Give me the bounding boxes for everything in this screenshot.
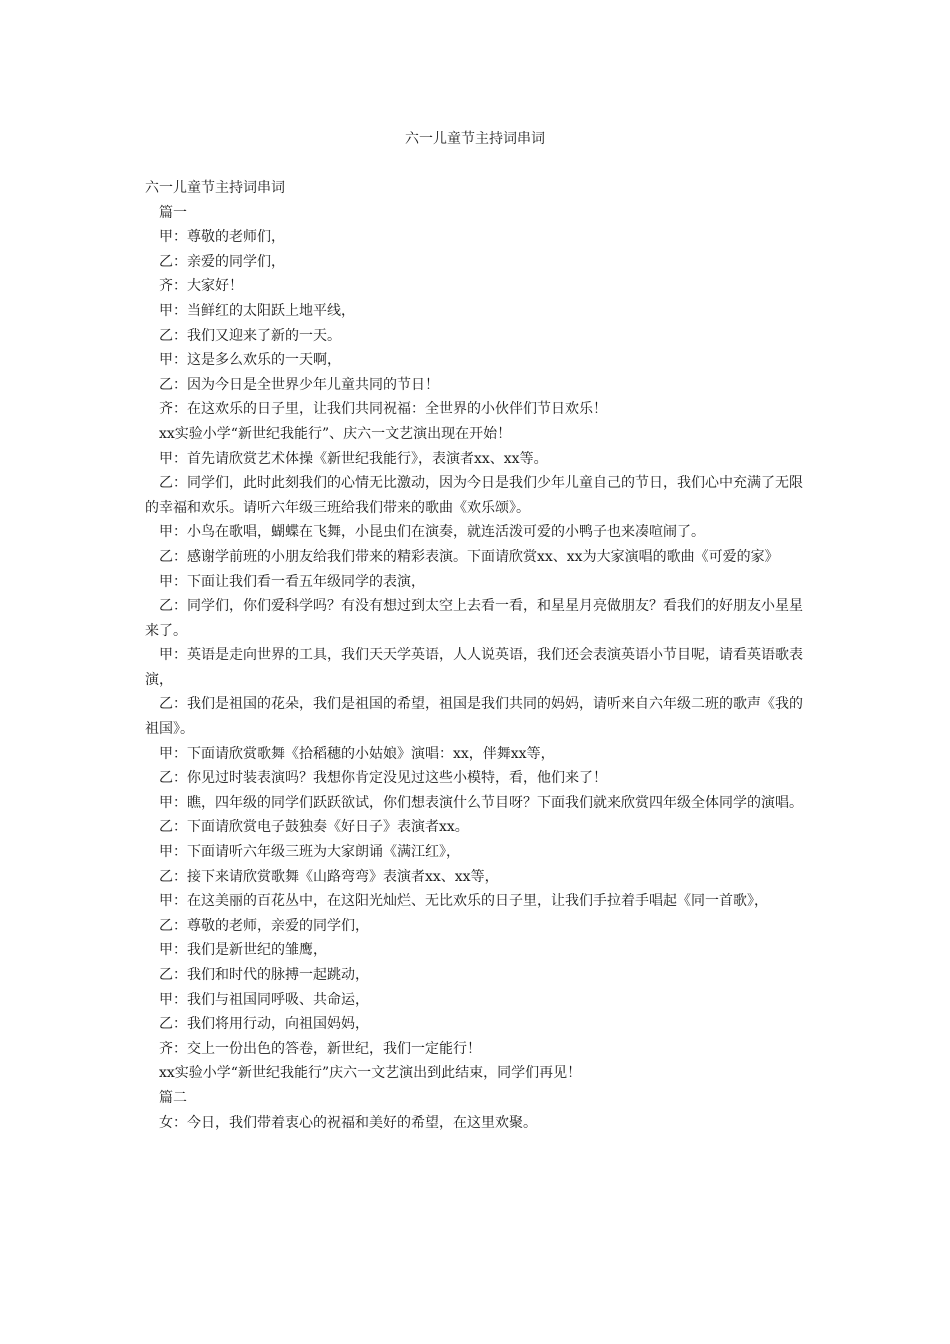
document-body bbox=[145, 176, 807, 1135]
paragraph: 乙：下面请欣赏电子鼓独奏《好日子》表演者xx。 bbox=[159, 819, 469, 836]
paragraph: 乙：我们是祖国的花朵，我们是祖国的希望，祖国是我们共同的妈妈，请听来自六年级二班的歌声《我的祖国》。 bbox=[145, 696, 803, 738]
paragraph: 齐：在这欢乐的日子里，让我们共同祝福：全世界的小伙伴们节日欢乐！ bbox=[159, 401, 607, 418]
paragraph: 女：今日，我们带着衷心的祝福和美好的希望，在这里欢聚。 bbox=[159, 1114, 537, 1131]
paragraph: 乙：因为今日是全世界少年儿童共同的节日！ bbox=[159, 376, 439, 393]
paragraph: 齐：大家好！ bbox=[159, 278, 243, 295]
document-title: 六一儿童节主持词串词 bbox=[405, 131, 545, 147]
paragraph: 乙：你见过时装表演吗？我想你肯定没见过这些小模特，看，他们来了！ bbox=[159, 770, 607, 787]
paragraph: 齐：交上一份出色的答卷，新世纪，我们一定能行！ bbox=[159, 1040, 481, 1057]
paragraph: 乙：接下来请欣赏歌舞《山路弯弯》表演者xx、xx等， bbox=[159, 868, 499, 885]
paragraph: 乙：我们和时代的脉搏一起跳动， bbox=[159, 967, 369, 983]
paragraph: 乙：同学们，你们爱科学吗？有没有想过到太空上去看一看，和星星月亮做朋友？看我们的好朋友小星星来了。 bbox=[145, 598, 803, 639]
paragraph: 乙：感谢学前班的小朋友给我们带来的精彩表演。下面请欣赏xx、xx为大家演唱的歌曲《可爱的家》 bbox=[159, 548, 779, 565]
paragraph: 甲：我们与祖国同呼吸、共命运， bbox=[159, 991, 369, 1008]
paragraph: 甲：我们是新世纪的雏鹰， bbox=[159, 942, 327, 959]
paragraph: 乙：我们又迎来了新的一天。 bbox=[159, 327, 341, 344]
paragraph: 甲：首先请欣赏艺术体操《新世纪我能行》，表演者xx、xx等。 bbox=[159, 450, 548, 467]
paragraph: xx实验小学“新世纪我能行”、庆六一文艺演出现在开始！ bbox=[159, 425, 512, 442]
paragraph: xx实验小学“新世纪我能行”庆六一文艺演出到此结束，同学们再见！ bbox=[159, 1065, 582, 1082]
paragraph: 甲：下面让我们看一看五年级同学的表演， bbox=[159, 573, 425, 590]
paragraph: 乙：我们将用行动，向祖国妈妈， bbox=[159, 1016, 369, 1033]
paragraph: 乙：同学们，此时此刻我们的心情无比激动，因为今日是我们少年儿童自己的节日，我们心中充满了无限的幸福和欢乐。请听六年级三班给我们带来的歌曲《欢乐颂》。 bbox=[145, 475, 803, 516]
paragraph: 乙：尊敬的老师，亲爱的同学们， bbox=[159, 917, 369, 934]
paragraph: 甲：这是多么欢乐的一天啊， bbox=[159, 352, 341, 369]
paragraph: 甲：下面请欣赏歌舞《拾稻穗的小姑娘》演唱：xx，伴舞xx等， bbox=[159, 745, 555, 762]
paragraph: 甲：瞧，四年级的同学们跃跃欲试，你们想表演什么节目呀？下面我们就来欣赏四年级全体同学的演唱。 bbox=[159, 794, 803, 811]
paragraph: 乙：亲爱的同学们， bbox=[159, 253, 285, 270]
paragraph: 篇二 bbox=[159, 1089, 187, 1106]
paragraph: 甲：尊敬的老师们， bbox=[159, 229, 285, 246]
document-subtitle: 六一儿童节主持词串词 bbox=[145, 180, 285, 196]
paragraph: 甲：在这美丽的百花丛中，在这阳光灿烂、无比欢乐的日子里，让我们手拉着手唱起《同一首歌》， bbox=[159, 893, 768, 910]
paragraph: 篇一 bbox=[159, 204, 187, 221]
paragraph: 甲：下面请听六年级三班为大家朗诵《满江红》， bbox=[159, 844, 460, 861]
paragraph: 甲：小鸟在歌唱，蝴蝶在飞舞，小昆虫们在演奏，就连活泼可爱的小鸭子也来凑喧闹了。 bbox=[159, 524, 705, 541]
paragraph: 甲：英语是走向世界的工具，我们天天学英语，人人说英语，我们还会表演英语小节目呢，请看英语歌表演， bbox=[145, 647, 803, 688]
paragraph: 甲：当鲜红的太阳跃上地平线， bbox=[159, 302, 355, 319]
